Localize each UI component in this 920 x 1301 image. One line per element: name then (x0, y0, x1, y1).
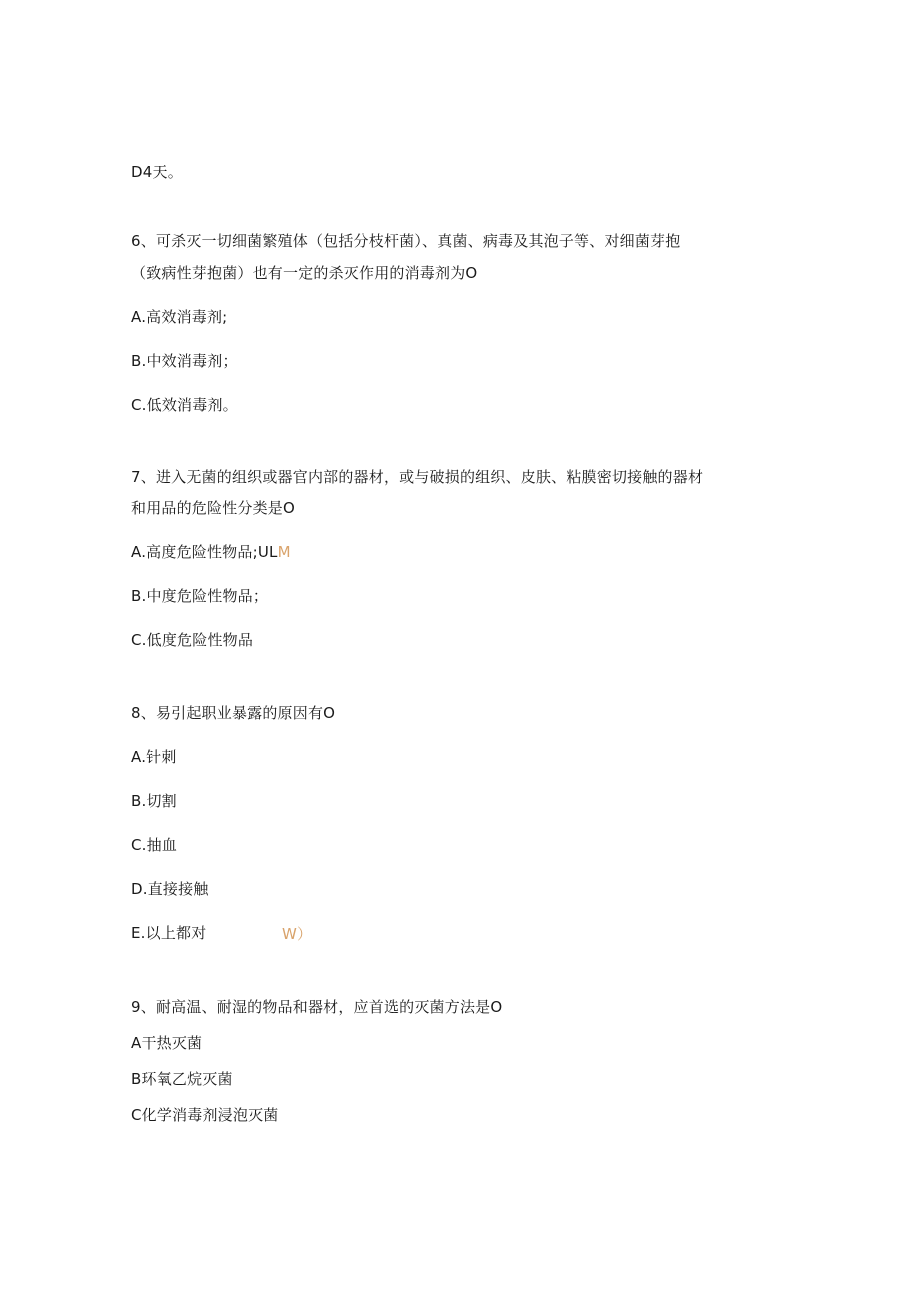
question-8-option-e-mark: W） (282, 925, 313, 943)
question-9-option-a: A干热灭菌 (131, 1034, 203, 1052)
question-8-option-a: A.针刺 (131, 748, 177, 766)
question-6-text-line2: （致病性芽抱菌）也有一定的杀灭作用的消毒剂为O (131, 264, 478, 282)
question-7-text-line1: 7、进入无菌的组织或器官内部的器材，或与破损的组织、皮肤、粘膜密切接触的器材 (131, 468, 704, 486)
question-7-option-b: B.中度危险性物品； (131, 587, 269, 605)
question-8-option-d: D.直接接触 (131, 880, 209, 898)
question-9-title: 9、耐高温、耐湿的物品和器材，应首选的灭菌方法是O (131, 998, 503, 1016)
question-6-option-b: B.中效消毒剂； (131, 352, 238, 370)
question-8-title: 8、易引起职业暴露的原因有O (131, 704, 336, 722)
question-7-option-a (131, 542, 291, 562)
question-9-option-b: B环氧乙烷灭菌 (131, 1070, 233, 1088)
question-8-option-b: B.切割 (131, 792, 177, 810)
question-7-text-line2: 和用品的危险性分类是O (131, 499, 296, 517)
question-7-option-a-text: A.高度危险性物品;UL (131, 543, 278, 561)
question-6-option-c: C.低效消毒剂。 (131, 396, 238, 414)
question-7-option-c: C.低度危险性物品 (131, 631, 254, 649)
question-6-option-a: A.高效消毒剂; (131, 308, 228, 326)
option-d4-line: D4天。 (131, 163, 183, 181)
question-9-option-c: C化学消毒剂浸泡灭菌 (131, 1106, 279, 1124)
question-6-text-line1: 6、可杀灭一切细菌繁殖体（包括分枝杆菌）、真菌、病毒及其泡子等、对细菌芽抱 (131, 232, 681, 250)
question-8-option-c: C.抽血 (131, 836, 178, 854)
question-8-option-e: E.以上都对 (131, 924, 207, 942)
question-7-option-a-mark: M (277, 543, 291, 561)
